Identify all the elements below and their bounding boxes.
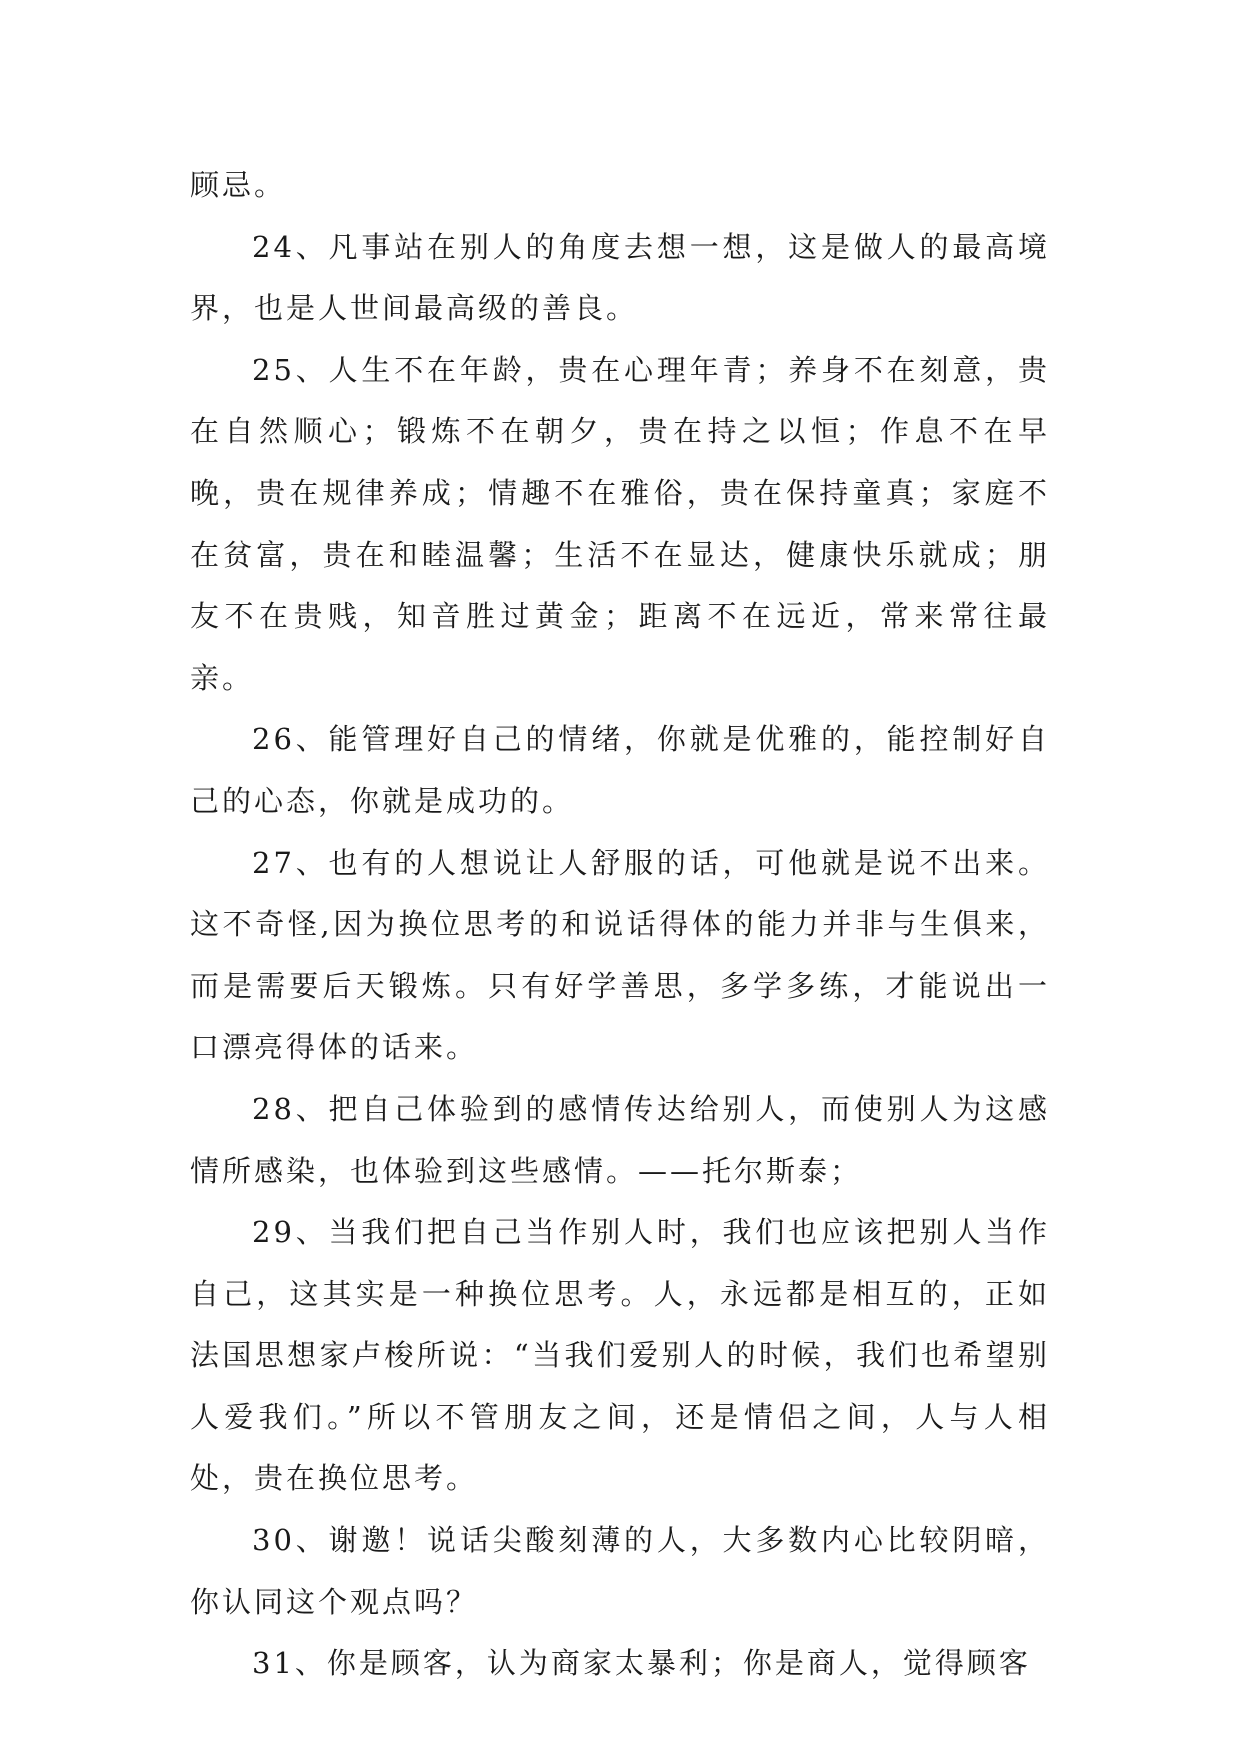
paragraph-item-26: 26、能管理好自己的情绪，你就是优雅的，能控制好自己的心态，你就是成功的。 <box>190 722 1050 818</box>
paragraph-continuation: 顾忌。 <box>190 168 287 202</box>
paragraph-item-25: 25、人生不在年龄，贵在心理年青；养身不在刻意，贵在自然顺心；锻炼不在朝夕，贵在持之以恒；作息不在早晚，贵在规律养成；情趣不在雅俗，贵在保持童真；家庭不在贫富，贵在和睦温馨；生活不在显达，健康快乐就成；朋友不在贵贱，知音胜过黄金；距离不在远近，常来常往最亲。 <box>190 352 1050 695</box>
paragraph-item-29: 29、当我们把自己当作别人时，我们也应该把别人当作自己，这其实是一种换位思考。人，永远都是相互的，正如法国思想家卢梭所说：“当我们爱别人的时候，我们也希望别人爱我们。”所以不管朋友之间，还是情侣之间，人与人相处，贵在换位思考。 <box>190 1215 1050 1496</box>
paragraph-item-30: 30、谢邀！说话尖酸刻薄的人，大多数内心比较阴暗，你认同这个观点吗？ <box>190 1523 1050 1619</box>
paragraph-item-24: 24、凡事站在别人的角度去想一想，这是做人的最高境界，也是人世间最高级的善良。 <box>190 229 1050 326</box>
paragraph-item-27: 27、也有的人想说让人舒服的话，可他就是说不出来。这不奇怪,因为换位思考的和说话得体的能力并非与生俱来，而是需要后天锻炼。只有好学善思，多学多练，才能说出一口漂亮得体的话来。 <box>190 845 1050 1065</box>
paragraph-item-31: 31、你是顾客，认为商家太暴利；你是商人，觉得顾客 <box>252 1646 1031 1681</box>
paragraph-item-28: 28、把自己体验到的感情传达给别人，而使别人为这感情所感染，也体验到这些感情。——托尔斯泰； <box>190 1091 1050 1188</box>
document-body <box>190 155 1050 1695</box>
